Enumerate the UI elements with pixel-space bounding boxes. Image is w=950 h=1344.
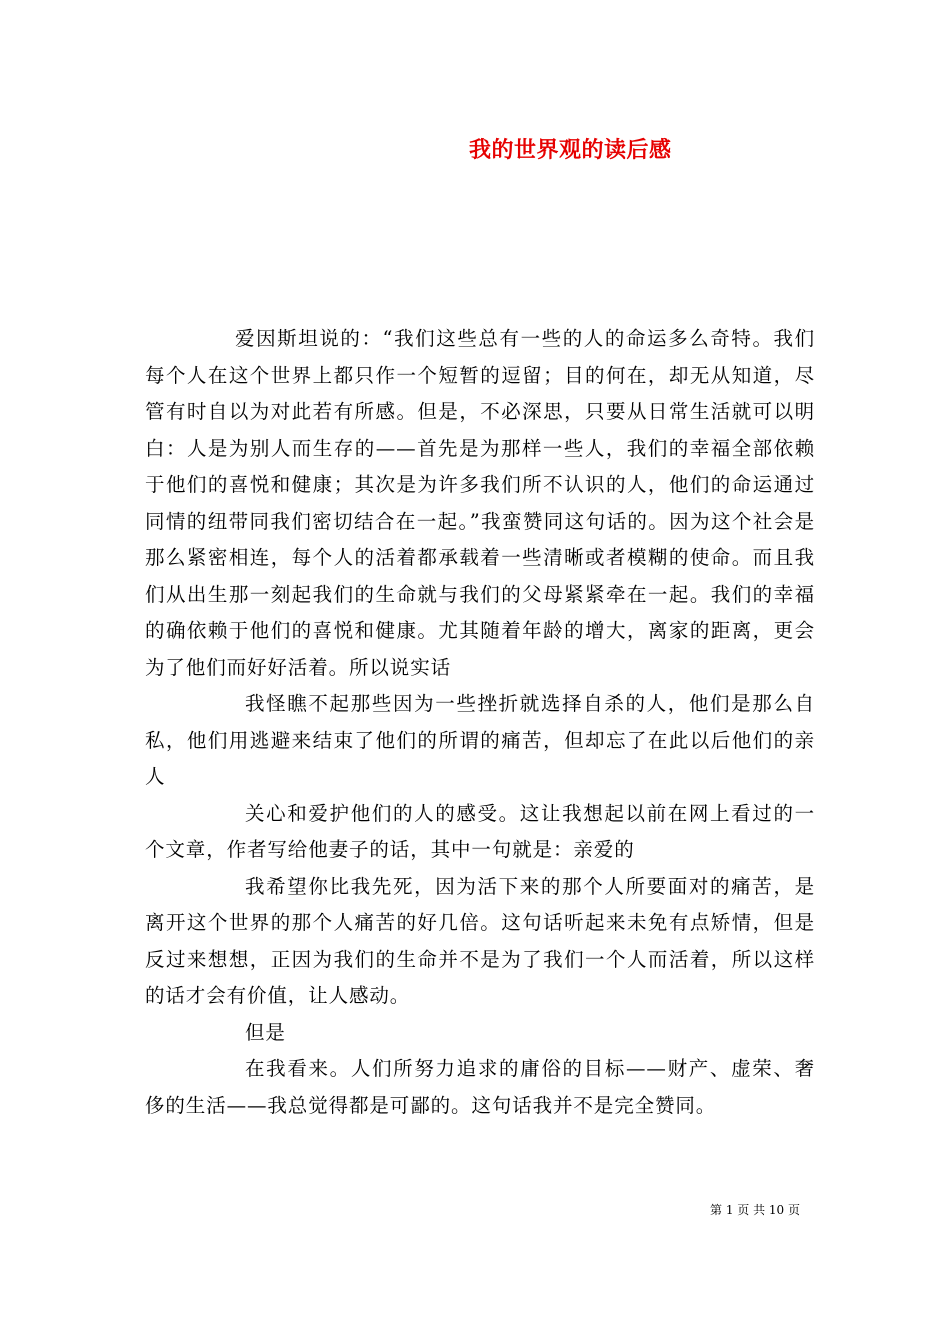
paragraph-3: 关心和爱护他们的人的感受。这让我想起以前在网上看过的一个文章，作者写给他妻子的话，其中一句就是：亲爱的 [145, 801, 815, 861]
page-number-footer: 第 1 页 共 10 页 [710, 1203, 800, 1217]
paragraph-5: 但是 [245, 1020, 286, 1044]
document-body [145, 321, 815, 1124]
paragraph-4: 我希望你比我先死，因为活下来的那个人所要面对的痛苦，是离开这个世界的那个人痛苦的好几倍。这句话听起来未免有点矫情，但是反过来想想，正因为我们的生命并不是为了我们一个人而活着，所以这样的话才会有价值，让人感动。 [145, 874, 815, 1007]
paragraph-2: 我怪瞧不起那些因为一些挫折就选择自杀的人，他们是那么自私，他们用逃避来结束了他们的所谓的痛苦，但却忘了在此以后他们的亲人 [145, 692, 815, 788]
paragraph-6: 在我看来。人们所努力追求的庸俗的目标——财产、虚荣、奢侈的生活——我总觉得都是可鄙的。这句话我并不是完全赞同。 [145, 1057, 815, 1117]
paragraph-1: 爱因斯坦说的：“我们这些总有一些的人的命运多么奇特。我们每个人在这个世界上都只作一个短暂的逗留；目的何在，却无从知道，尽管有时自以为对此若有所感。但是，不必深思，只要从日常生活就可以明白：人是为别人而生存的——首先是为那样一些人，我们的幸福全部依赖于他们的喜悦和健康；其次是为许多我们所不认识的人，他们的命运通过同情的纽带同我们密切结合在一起。”我蛮赞同这句话的。因为这个社会是那么紧密相连，每个人的活着都承载着一些清晰或者模糊的使命。而且我们从出生那一刻起我们的生命就与我们的父母紧紧牵在一起。我们的幸福的确依赖于他们的喜悦和健康。尤其随着年龄的增大，离家的距离，更会为了他们而好好活着。所以说实话 [145, 327, 815, 679]
document-title: 我的世界观的读后感 [469, 137, 672, 163]
